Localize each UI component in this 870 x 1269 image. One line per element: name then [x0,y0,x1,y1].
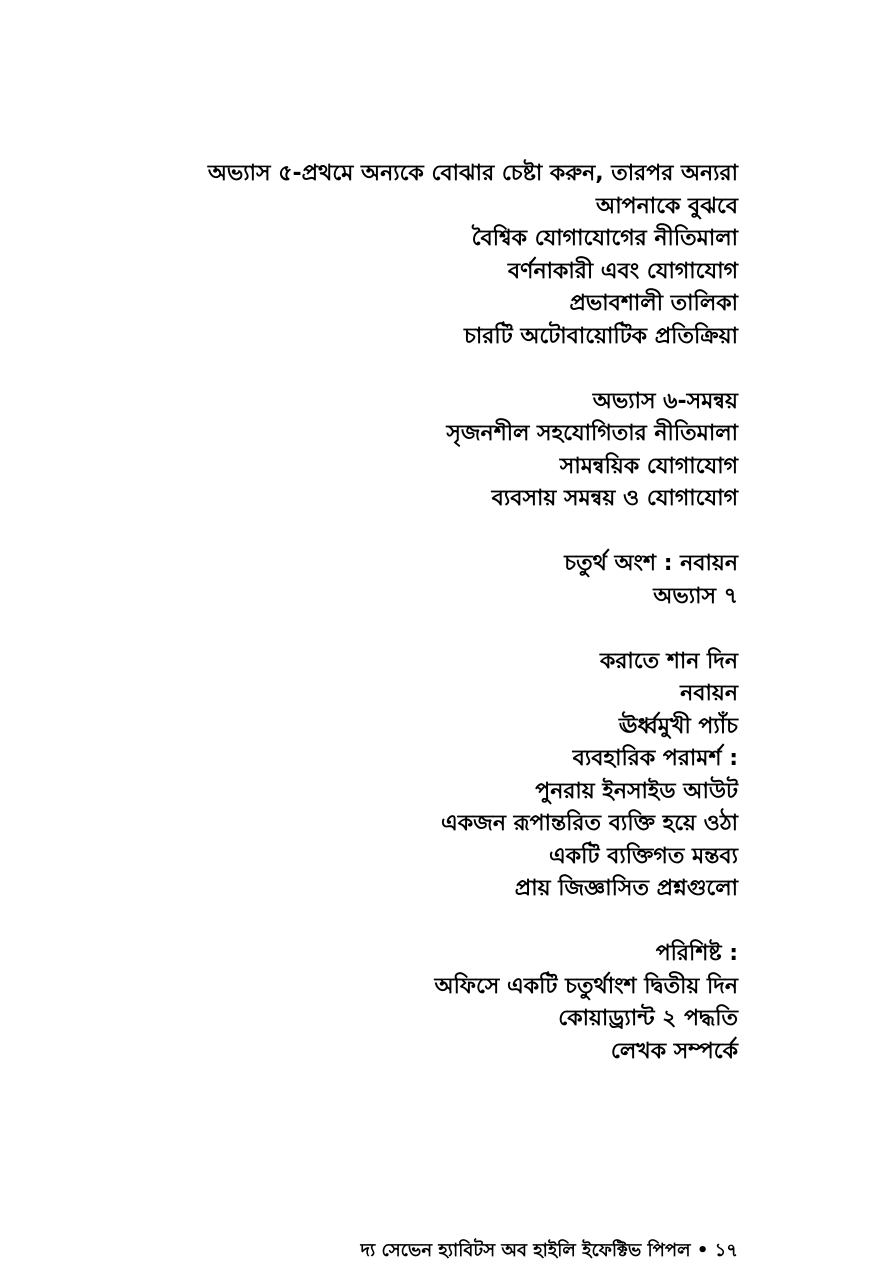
section-gap [150,516,738,549]
toc-item: ঊর্ধ্বমুখী প্যাঁচ [618,713,738,739]
toc-item: নবায়ন [680,681,738,706]
toc-heading-habit5: অভ্যাস ৫-প্রথমে অন্যকে বোঝার চেষ্টা করুন, তারপর অন্যরা আপনাকে বুঝবে [207,161,738,219]
toc-heading-part4: চতুর্থ অংশ : নবায়ন [564,551,738,576]
toc-item: করাতে শান দিন [599,648,738,674]
toc-item: সৃজনশীল সহযোগিতার নীতিমালা [446,421,738,446]
toc-heading-appendix: পরিশিষ্ট : [655,941,738,966]
toc-item: একটি ব্যক্তিগত মন্তব্য [549,843,738,869]
toc-item: একজন রূপান্তরিত ব্যক্তি হয়ে ওঠা [441,811,738,836]
toc-item: লেখক সম্পর্কে [610,1038,738,1064]
page-number: ১৭ [714,1240,738,1261]
table-of-contents [150,158,738,1068]
toc-item: সামন্বয়িক যোগাযোগ [559,453,738,479]
toc-item: অফিসে একটি চতুর্থাংশ দ্বিতীয় দিন [434,973,738,999]
toc-heading-habit6: অভ্যাস ৬-সমন্বয় [592,388,738,414]
toc-item: ব্যবহারিক পরামর্শ : [572,746,738,771]
toc-item: প্রভাবশালী তালিকা [569,291,738,316]
toc-item: পুনরায় ইনসাইড আউট [535,778,738,804]
footer-separator: • [696,1240,709,1261]
footer-book-title: দ্য সেভেন হ্যাবিটস অব হাইলি ইফেক্টিভ পিপল [360,1240,691,1261]
toc-item: বর্ণনাকারী এবং যোগাযোগ [507,258,738,284]
section-gap [150,906,738,939]
toc-item: কোয়াড্র্যান্ট ২ পদ্ধতি [558,1006,738,1031]
toc-item: প্রায় জিজ্ঞাসিত প্রশ্নগুলো [514,876,738,901]
toc-item: বৈশ্বিক যোগাযোগের নীতিমালা [471,226,738,251]
section-gap [150,353,738,386]
toc-item: ব্যবসায় সমন্বয় ও যোগাযোগ [491,486,738,511]
toc-subheading-habit7: অভ্যাস ৭ [653,583,738,609]
page-footer [361,1236,738,1267]
section-gap [150,613,738,646]
toc-item: চারটি অটোবায়োটিক প্রতিক্রিয়া [464,323,738,349]
